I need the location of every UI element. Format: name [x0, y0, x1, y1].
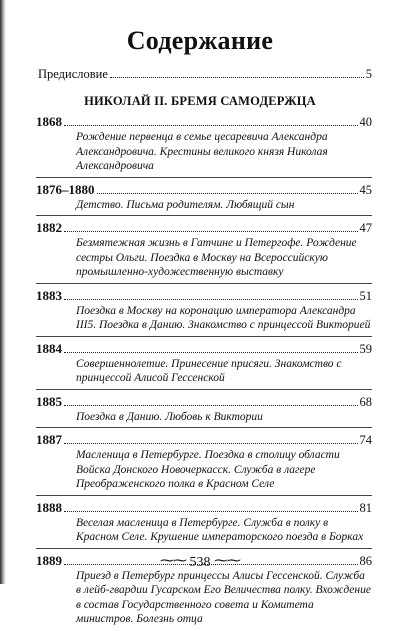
entry-description: Детство. Письма родителям. Любящий сын: [76, 198, 295, 211]
entry-page: 86: [359, 553, 372, 568]
page-number: 538: [189, 555, 211, 570]
dot-leader: [64, 299, 358, 300]
entry-divider: [36, 495, 372, 496]
entry-description: Рождение первенца в семье цесаревича Александра Александровича. Крестины великого князя Николая Александровича: [76, 131, 328, 172]
ornament-right-icon: ⁓⁓: [214, 554, 240, 569]
entry-description: Поездка в Москву на коронацию императора Александра III5. Поездка в Данию. Знакомство с принцессой Викторией: [76, 304, 371, 331]
entry-year: 1885: [36, 393, 62, 409]
dot-leader: [64, 443, 358, 444]
toc-entry: [36, 288, 372, 337]
toc-entry: [36, 220, 372, 284]
entry-divider: [36, 177, 372, 178]
entry-description: Безмятежная жизнь в Гатчине и Петергофе. Рождение сестры Ольги. Поездка в Москву на Всероссийскую промышленно-художественную выставку: [76, 237, 357, 278]
dot-leader: [64, 511, 358, 512]
preface-label: Предисловие: [38, 67, 108, 81]
entry-divider: [36, 283, 372, 284]
dot-leader: [97, 193, 358, 194]
preface-entry: [38, 67, 372, 82]
entry-description: Масленица в Петербурге. Поездка в столицу области Войска Донского Новочеркасск. Служба в лагере Преображенского полка в Красном Селе: [76, 449, 340, 490]
entry-divider: [36, 336, 372, 337]
entry-page: 59: [359, 341, 372, 356]
entry-page: 74: [359, 433, 372, 447]
entry-year: 1889: [36, 552, 62, 568]
entry-page: 81: [359, 500, 372, 515]
entry-divider: [36, 215, 372, 216]
entry-divider: [36, 389, 372, 390]
entry-page: 68: [359, 394, 372, 409]
entry-year: 1884: [36, 340, 62, 356]
entry-divider: [36, 427, 372, 428]
entry-description: Веселая масленица в Петербурге. Служба в полку в Красном Селе. Крушение императорского поезда в Борках: [76, 516, 364, 543]
toc-entry: [36, 432, 372, 496]
toc-entry: [36, 500, 372, 549]
entry-page: 40: [359, 115, 372, 129]
entry-description: Совершеннолетие. Принесение присяги. Знакомство с принцессой Алисой Гессенской: [76, 357, 342, 384]
dot-leader: [64, 405, 358, 406]
section-title: НИКОЛАЙ II. БРЕМЯ САМОДЕРЖЦА: [84, 94, 316, 108]
dot-leader: [64, 231, 358, 232]
entry-year: 1882: [36, 220, 62, 235]
page-footer: [0, 553, 400, 571]
entry-description: Поездка в Данию. Любовь к Виктории: [76, 410, 263, 423]
entry-page: 51: [359, 288, 372, 303]
entry-year: 1876–1880: [36, 181, 95, 197]
toc-entry: [36, 114, 372, 178]
toc-entry: [36, 341, 372, 390]
toc-title: Содержание: [126, 26, 274, 55]
entry-year: 1887: [36, 432, 62, 447]
dot-leader: [64, 125, 358, 126]
entry-year: 1868: [36, 114, 62, 129]
dot-leader: [110, 77, 364, 78]
entry-page: 47: [359, 221, 372, 235]
toc-entry: [36, 394, 372, 429]
toc-entry: [36, 182, 372, 217]
entry-divider: [36, 548, 372, 549]
entry-page: 45: [359, 182, 372, 197]
entry-description: Приезд в Петербург принцессы Алисы Гессенской. Служба в лейб-гвардии Гусарском Его Величества полку. Вхождение в состав Государственного совета и Комитета министров. Болезнь отца: [76, 569, 371, 625]
entry-year: 1888: [36, 499, 62, 515]
page-spine-shadow: [0, 0, 6, 584]
preface-page: 5: [365, 67, 372, 81]
entry-year: 1883: [36, 287, 62, 303]
ornament-left-icon: ⁓⁓: [160, 554, 186, 569]
dot-leader: [64, 352, 358, 353]
